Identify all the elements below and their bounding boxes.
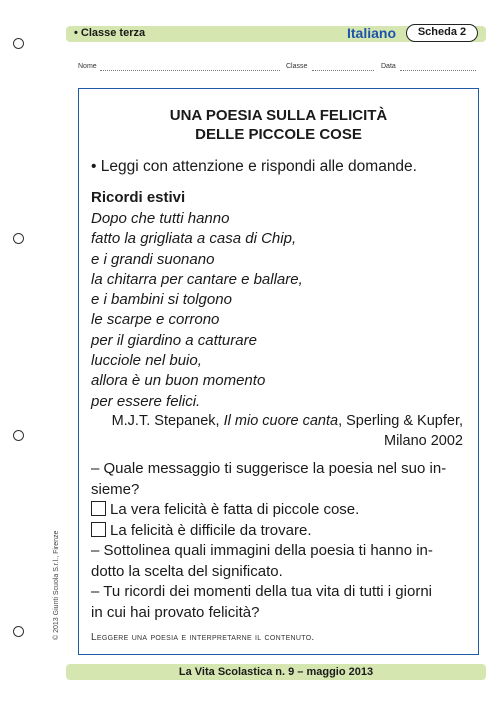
citation-book: Il mio cuore canta [223,413,339,429]
poem-line: lucciole nel buio, [91,352,202,370]
poem-text [91,209,303,412]
date-field[interactable] [400,70,476,71]
question-1-line2: sieme? [91,480,140,498]
poem-title: Ricordi estivi [91,189,186,206]
binder-hole-2 [13,233,24,244]
citation [112,411,463,451]
question-3-line2: in cui hai provato felicità? [91,603,260,621]
class-field[interactable] [312,70,374,71]
option-2-label: La felicità è difficile da trovare. [110,521,312,539]
question-1-line1: – Quale messaggio ti suggerisce la poesia nel suo in- [91,460,447,477]
binder-hole-3 [13,430,24,441]
question-2-line2: dotto la scelta del significato. [91,562,283,580]
class-label: Classe [286,63,308,70]
poem-line: fatto la grigliata a casa di Chip, [91,230,297,248]
question-3-line1: – Tu ricordi dei momenti della tua vita di tutti i giorni [91,583,432,600]
option-1-checkbox[interactable] [91,501,106,516]
option-2-checkbox[interactable] [91,522,106,537]
poem-line: le scarpe e corrono [91,311,220,329]
option-1 [91,500,469,521]
poem-line: allora è un buon momento [91,372,266,390]
poem-line: e i grandi suonano [91,250,215,268]
citation-place: Milano 2002 [384,433,463,449]
poem-line: per essere felici. [91,392,201,410]
questions [91,459,469,623]
instruction: • Leggi con attenzione e rispondi alle domande. [91,158,417,175]
name-field[interactable] [100,70,280,71]
poem-line: e i bambini si tolgono [91,291,232,309]
copyright-note: © 2013 Giunti Scuola S.r.l., Firenze [53,530,60,640]
citation-author: M.J.T. Stepanek, [111,413,224,429]
date-label: Data [381,63,396,70]
name-label: Nome [78,63,97,70]
poem-line: Dopo che tutti hanno [91,210,230,227]
sheet-badge: Scheda 2 [406,24,478,42]
header-bar [66,26,486,42]
subject-label: Italiano [347,25,397,41]
footer-bar: La Vita Scolastica n. 9 – maggio 2013 [66,664,486,680]
worksheet-title-line1: UNA POESIA SULLA FELICITÀ [169,107,388,124]
option-2 [91,521,469,542]
question-2-line1: – Sottolinea quali immagini della poesia ti hanno in- [91,542,433,559]
worksheet-title-line2: DELLE PICCOLE COSE [195,126,362,143]
option-1-label: La vera felicità è fatta di piccole cose. [110,501,360,518]
binder-hole-4 [13,626,24,637]
citation-publisher: , Sperling & Kupfer, [338,413,463,429]
worksheet-box [78,88,479,655]
binder-hole-1 [13,38,24,49]
poem-line: per il giardino a catturare [91,331,257,349]
poem-line: la chitarra per cantare e ballare, [91,270,303,288]
learning-objective: Leggere una poesia e interpretarne il contenuto. [91,632,315,643]
grade-label: • Classe terza [74,27,146,39]
